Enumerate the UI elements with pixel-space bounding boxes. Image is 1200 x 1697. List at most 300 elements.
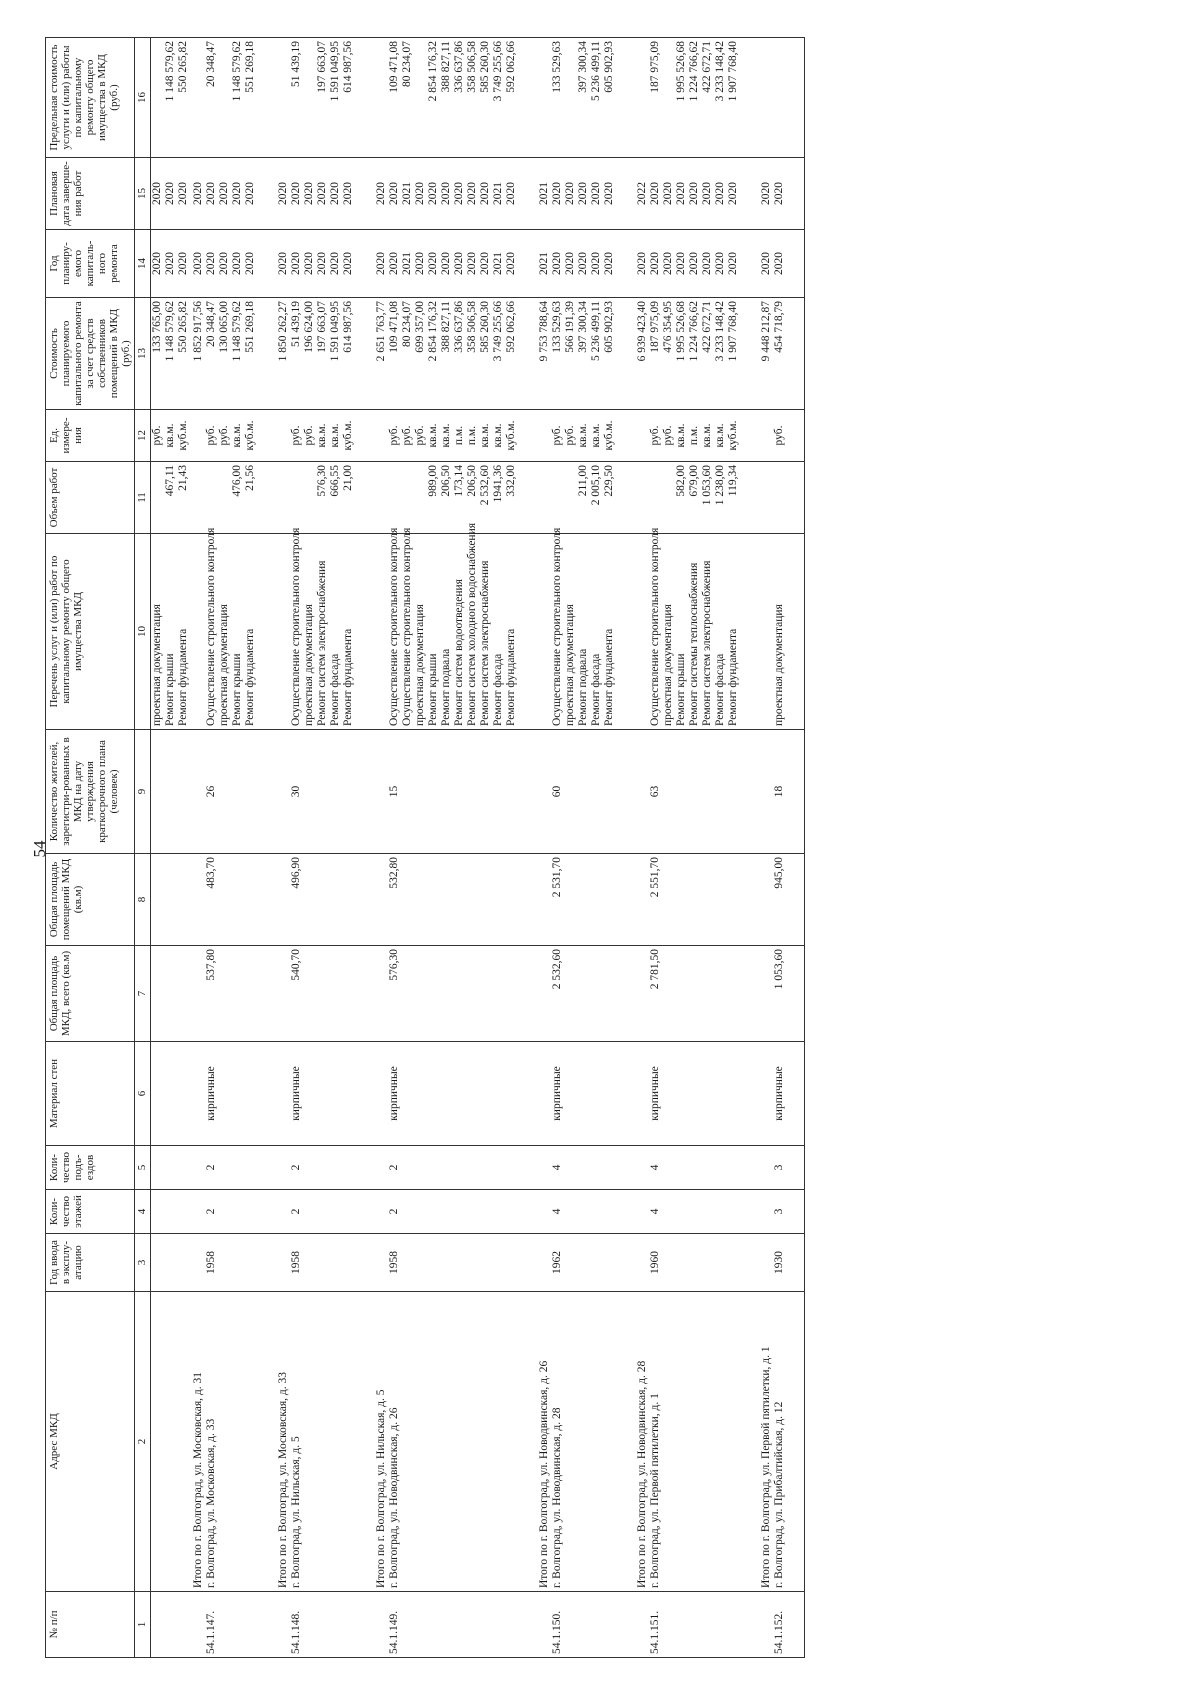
- work-limit-cost: [303, 38, 316, 158]
- table-row: [714, 38, 727, 1658]
- resident-count: 26: [205, 730, 218, 854]
- empty-cell: [177, 730, 190, 854]
- table-row: [205, 38, 218, 1658]
- year-built: 1958: [290, 1234, 303, 1292]
- empty-cell: [634, 854, 649, 946]
- empty-cell: [329, 730, 342, 854]
- work-year: 2020: [773, 230, 805, 298]
- empty-cell: [218, 1190, 231, 1234]
- work-name: Ремонт фасада: [492, 534, 505, 730]
- column-header: Общая площадь помещений МКД (кв.м): [46, 854, 135, 946]
- empty-cell: [303, 1190, 316, 1234]
- empty-cell: [373, 1146, 388, 1190]
- row-number: 54.1.147.: [205, 1592, 218, 1658]
- empty-cell: [231, 1190, 244, 1234]
- empty-cell: [603, 1190, 634, 1234]
- house-group: [275, 38, 373, 1658]
- work-unit: кв.м.: [316, 410, 329, 462]
- empty-cell: [303, 1292, 316, 1592]
- empty-cell: [590, 1292, 603, 1592]
- work-cost: 422 672,71: [701, 298, 714, 410]
- empty-cell: [634, 730, 649, 854]
- empty-cell: [275, 1042, 290, 1146]
- empty-cell: [564, 1292, 577, 1592]
- column-header: Коли-чество этажей: [46, 1190, 135, 1234]
- empty-cell: [164, 1146, 177, 1190]
- work-limit-cost: [218, 38, 231, 158]
- empty-cell: [590, 730, 603, 854]
- work-end-date: 2020: [466, 158, 479, 230]
- work-cost: 187 975,09: [649, 298, 662, 410]
- empty-cell: [440, 1042, 453, 1146]
- work-limit-cost: [662, 38, 675, 158]
- empty-cell: [634, 534, 649, 730]
- work-end-date: 2020: [164, 158, 177, 230]
- work-volume: 476,00: [231, 462, 244, 534]
- work-limit-cost: 51 439,19: [290, 38, 303, 158]
- wall-material: кирпичные: [551, 1042, 564, 1146]
- work-limit-cost: 1 224 766,62: [688, 38, 701, 158]
- work-volume: 2 532,60: [479, 462, 492, 534]
- empty-cell: [414, 1146, 427, 1190]
- empty-cell: [505, 854, 536, 946]
- work-volume: 229,50: [603, 462, 634, 534]
- empty-cell: [401, 946, 414, 1042]
- empty-cell: [675, 946, 688, 1042]
- empty-cell: [564, 1234, 577, 1292]
- work-limit-cost: 109 471,08: [388, 38, 401, 158]
- total-row: [275, 38, 290, 1658]
- work-volume: [151, 462, 165, 534]
- rooms-area: 945,00: [773, 854, 805, 946]
- column-header: Год ввода в эксплу-атацию: [46, 1234, 135, 1292]
- empty-cell: [758, 854, 773, 946]
- work-unit: п.м.: [688, 410, 701, 462]
- empty-cell: [244, 1042, 275, 1146]
- work-name: Осуществление строительного контроля: [551, 534, 564, 730]
- work-cost: 130 065,00: [218, 298, 231, 410]
- empty-cell: [453, 1592, 466, 1658]
- empty-cell: [303, 946, 316, 1042]
- work-volume: 206,50: [466, 462, 479, 534]
- empty-cell: [492, 854, 505, 946]
- work-name: Ремонт фундамента: [244, 534, 275, 730]
- work-limit-cost: 614 987,56: [342, 38, 373, 158]
- work-year: 2021: [492, 230, 505, 298]
- empty-cell: [536, 38, 551, 158]
- table-row: [388, 38, 401, 1658]
- entrance-count: 2: [388, 1146, 401, 1190]
- resident-count: 18: [773, 730, 805, 854]
- work-year: 2020: [662, 230, 675, 298]
- empty-cell: [440, 1234, 453, 1292]
- work-volume: 173,14: [453, 462, 466, 534]
- work-end-date: 2020: [564, 158, 577, 230]
- empty-cell: [275, 946, 290, 1042]
- work-name: Ремонт систем холодного водоснабжения: [466, 534, 479, 730]
- empty-cell: [373, 730, 388, 854]
- work-limit-cost: [564, 38, 577, 158]
- work-volume: [388, 462, 401, 534]
- empty-cell: [714, 1146, 727, 1190]
- work-volume: [205, 462, 218, 534]
- work-volume: [551, 462, 564, 534]
- empty-cell: [427, 1292, 440, 1592]
- work-volume: 1 238,00: [714, 462, 727, 534]
- total-end-date: 2020: [275, 158, 290, 230]
- work-year: 2020: [675, 230, 688, 298]
- empty-cell: [714, 1190, 727, 1234]
- work-name: Ремонт систем электроснабжения: [479, 534, 492, 730]
- work-limit-cost: 422 672,71: [701, 38, 714, 158]
- work-end-date: 2020: [440, 158, 453, 230]
- work-unit: руб.: [218, 410, 231, 462]
- empty-cell: [492, 1292, 505, 1592]
- work-limit-cost: 1 591 049,95: [329, 38, 342, 158]
- empty-cell: [303, 1042, 316, 1146]
- table-row: [551, 38, 564, 1658]
- empty-cell: [492, 1146, 505, 1190]
- empty-cell: [536, 1042, 551, 1146]
- column-header: Адрес МКД: [46, 1292, 135, 1592]
- empty-cell: [342, 1292, 373, 1592]
- empty-cell: [727, 1592, 758, 1658]
- empty-cell: [688, 1592, 701, 1658]
- empty-cell: [427, 946, 440, 1042]
- empty-cell: [727, 730, 758, 854]
- empty-cell: [466, 946, 479, 1042]
- work-end-date: 2020: [218, 158, 231, 230]
- table-row: [177, 38, 190, 1658]
- empty-cell: [466, 1042, 479, 1146]
- work-cost: 51 439,19: [290, 298, 303, 410]
- empty-cell: [758, 1234, 773, 1292]
- work-volume: [401, 462, 414, 534]
- work-volume: 582,00: [675, 462, 688, 534]
- empty-cell: [151, 730, 165, 854]
- empty-cell: [316, 854, 329, 946]
- work-year: 2020: [316, 230, 329, 298]
- work-volume: 21,56: [244, 462, 275, 534]
- empty-cell: [564, 1190, 577, 1234]
- work-unit: руб.: [401, 410, 414, 462]
- work-limit-cost: 2 854 176,32: [427, 38, 440, 158]
- empty-cell: [758, 1592, 773, 1658]
- work-unit: руб.: [303, 410, 316, 462]
- work-name: проектная документация: [564, 534, 577, 730]
- work-unit: куб.м.: [603, 410, 634, 462]
- work-volume: [218, 462, 231, 534]
- work-volume: 332,00: [505, 462, 536, 534]
- empty-cell: [414, 730, 427, 854]
- floor-count: 3: [773, 1190, 805, 1234]
- empty-cell: [577, 946, 590, 1042]
- work-cost: 358 506,58: [466, 298, 479, 410]
- empty-cell: [675, 1042, 688, 1146]
- empty-cell: [342, 1592, 373, 1658]
- empty-cell: [727, 854, 758, 946]
- empty-cell: [316, 1042, 329, 1146]
- work-volume: 679,00: [688, 462, 701, 534]
- work-volume: [290, 462, 303, 534]
- work-end-date: 2020: [551, 158, 564, 230]
- empty-cell: [727, 1292, 758, 1592]
- work-end-date: 2020: [662, 158, 675, 230]
- work-name: Ремонт подвала: [577, 534, 590, 730]
- empty-cell: [688, 946, 701, 1042]
- column-number: 6: [135, 1042, 151, 1146]
- column-number: 15: [135, 158, 151, 230]
- empty-cell: [275, 410, 290, 462]
- empty-cell: [727, 1146, 758, 1190]
- work-limit-cost: 3 749 255,66: [492, 38, 505, 158]
- work-cost: 397 300,34: [577, 298, 590, 410]
- row-number: 54.1.148.: [290, 1592, 303, 1658]
- column-number: 16: [135, 38, 151, 158]
- total-cost: 1 852 917,56: [190, 298, 205, 410]
- empty-cell: [662, 1190, 675, 1234]
- work-unit: руб.: [290, 410, 303, 462]
- work-limit-cost: 397 300,34: [577, 38, 590, 158]
- work-unit: руб.: [414, 410, 427, 462]
- work-end-date: 2020: [727, 158, 758, 230]
- empty-cell: [603, 1042, 634, 1146]
- empty-cell: [662, 854, 675, 946]
- resident-count: 60: [551, 730, 564, 854]
- work-cost: 1 995 526,68: [675, 298, 688, 410]
- work-volume: 1 053,60: [701, 462, 714, 534]
- empty-cell: [440, 1292, 453, 1592]
- wall-material: кирпичные: [290, 1042, 303, 1146]
- work-cost: 585 260,30: [479, 298, 492, 410]
- empty-cell: [662, 1234, 675, 1292]
- work-limit-cost: [414, 38, 427, 158]
- empty-cell: [244, 946, 275, 1042]
- work-cost: 3 233 148,42: [714, 298, 727, 410]
- empty-cell: [231, 946, 244, 1042]
- empty-cell: [414, 1292, 427, 1592]
- empty-cell: [577, 1292, 590, 1592]
- work-limit-cost: 1 995 526,68: [675, 38, 688, 158]
- work-name: Осуществление строительного контроля: [649, 534, 662, 730]
- empty-cell: [218, 730, 231, 854]
- work-end-date: 2020: [303, 158, 316, 230]
- column-number: 8: [135, 854, 151, 946]
- empty-cell: [440, 1592, 453, 1658]
- empty-cell: [414, 854, 427, 946]
- work-end-date: 2021: [401, 158, 414, 230]
- empty-cell: [275, 1234, 290, 1292]
- work-end-date: 2020: [151, 158, 165, 230]
- header-row: [46, 38, 135, 1658]
- total-row: [536, 38, 551, 1658]
- empty-cell: [244, 1592, 275, 1658]
- total-year: 2020: [373, 230, 388, 298]
- work-cost: 699 357,00: [414, 298, 427, 410]
- empty-cell: [275, 1190, 290, 1234]
- work-name: Ремонт крыши: [427, 534, 440, 730]
- empty-cell: [177, 1042, 190, 1146]
- empty-cell: [453, 730, 466, 854]
- work-volume: 467,11: [164, 462, 177, 534]
- work-year: 2020: [577, 230, 590, 298]
- empty-cell: [675, 730, 688, 854]
- empty-cell: [479, 946, 492, 1042]
- total-cost: 9 753 788,64: [536, 298, 551, 410]
- table-row: [590, 38, 603, 1658]
- empty-cell: [151, 1234, 165, 1292]
- empty-cell: [590, 1234, 603, 1292]
- empty-cell: [440, 730, 453, 854]
- work-unit: кв.м.: [714, 410, 727, 462]
- empty-cell: [453, 1234, 466, 1292]
- empty-cell: [303, 1592, 316, 1658]
- column-header: Год планиру-емого капиталь-ного ремонта: [46, 230, 135, 298]
- work-cost: 133 529,63: [551, 298, 564, 410]
- total-label: Итого по г. Волгоград, ул. Первой пятилетки, д. 1: [758, 1292, 773, 1592]
- empty-cell: [231, 730, 244, 854]
- work-name: Ремонт систем электроснабжения: [316, 534, 329, 730]
- empty-cell: [329, 1190, 342, 1234]
- capital-repair-table: [45, 37, 805, 1658]
- empty-cell: [177, 1592, 190, 1658]
- table-row: [577, 38, 590, 1658]
- empty-cell: [453, 946, 466, 1042]
- table-row: [773, 38, 805, 1658]
- empty-cell: [316, 1592, 329, 1658]
- empty-cell: [701, 1146, 714, 1190]
- work-name: Ремонт фундамента: [505, 534, 536, 730]
- floor-count: 2: [290, 1190, 303, 1234]
- work-year: 2020: [453, 230, 466, 298]
- total-cost: 1 850 262,27: [275, 298, 290, 410]
- work-end-date: 2020: [577, 158, 590, 230]
- work-limit-cost: 133 529,63: [551, 38, 564, 158]
- work-volume: 21,43: [177, 462, 190, 534]
- work-name: Ремонт фундамента: [727, 534, 758, 730]
- column-number: 13: [135, 298, 151, 410]
- work-name: Ремонт фасада: [714, 534, 727, 730]
- empty-cell: [427, 854, 440, 946]
- work-year: 2020: [688, 230, 701, 298]
- empty-cell: [177, 1234, 190, 1292]
- total-row: [190, 38, 205, 1658]
- work-unit: руб.: [205, 410, 218, 462]
- work-cost: 592 062,66: [505, 298, 536, 410]
- house-address: г. Волгоград, ул. Нильская, д. 5: [290, 1292, 303, 1592]
- empty-cell: [479, 1190, 492, 1234]
- empty-cell: [688, 1146, 701, 1190]
- empty-cell: [329, 1234, 342, 1292]
- empty-cell: [218, 946, 231, 1042]
- empty-cell: [151, 1042, 165, 1146]
- work-limit-cost: [151, 38, 165, 158]
- work-year: 2020: [649, 230, 662, 298]
- empty-cell: [701, 1234, 714, 1292]
- work-year: 2020: [590, 230, 603, 298]
- work-year: 2020: [505, 230, 536, 298]
- empty-cell: [505, 1146, 536, 1190]
- table-row: [231, 38, 244, 1658]
- empty-cell: [492, 1190, 505, 1234]
- empty-cell: [536, 410, 551, 462]
- work-year: 2020: [329, 230, 342, 298]
- empty-cell: [758, 946, 773, 1042]
- column-header: Предельная стоимость услуги и (или) работы по капитальному ремонту общего имущества в МКД (руб.): [46, 38, 135, 158]
- work-year: 2020: [727, 230, 758, 298]
- column-header: Коли-чество подъ-ездов: [46, 1146, 135, 1190]
- rooms-area: 483,70: [205, 854, 218, 946]
- empty-cell: [688, 1234, 701, 1292]
- empty-cell: [758, 462, 773, 534]
- work-volume: 206,50: [440, 462, 453, 534]
- column-number: 1: [135, 1592, 151, 1658]
- empty-cell: [342, 854, 373, 946]
- work-cost: 476 354,95: [662, 298, 675, 410]
- year-built: 1958: [388, 1234, 401, 1292]
- table-row: [701, 38, 714, 1658]
- table-row: [290, 38, 303, 1658]
- work-cost: 1 148 579,62: [164, 298, 177, 410]
- work-end-date: 2020: [688, 158, 701, 230]
- empty-cell: [342, 1042, 373, 1146]
- empty-cell: [675, 1234, 688, 1292]
- empty-cell: [536, 1234, 551, 1292]
- empty-cell: [427, 1190, 440, 1234]
- work-unit: руб.: [662, 410, 675, 462]
- work-unit: куб.м.: [505, 410, 536, 462]
- work-limit-cost: 80 234,07: [401, 38, 414, 158]
- column-header: Материал стен: [46, 1042, 135, 1146]
- empty-cell: [758, 730, 773, 854]
- empty-cell: [758, 38, 773, 158]
- work-cost: 20 348,47: [205, 298, 218, 410]
- empty-cell: [244, 1292, 275, 1592]
- work-unit: куб.м.: [177, 410, 190, 462]
- empty-cell: [373, 946, 388, 1042]
- empty-cell: [316, 1234, 329, 1292]
- work-year: 2020: [427, 230, 440, 298]
- total-area: 537,80: [205, 946, 218, 1042]
- work-cost: 388 827,11: [440, 298, 453, 410]
- work-year: 2020: [603, 230, 634, 298]
- empty-cell: [373, 462, 388, 534]
- work-end-date: 2020: [388, 158, 401, 230]
- empty-cell: [177, 946, 190, 1042]
- work-end-date: 2020: [316, 158, 329, 230]
- work-name: Ремонт фасада: [590, 534, 603, 730]
- year-built: 1962: [551, 1234, 564, 1292]
- work-name: Ремонт фасада: [329, 534, 342, 730]
- empty-cell: [758, 1190, 773, 1234]
- total-year: 2020: [758, 230, 773, 298]
- work-end-date: 2020: [649, 158, 662, 230]
- work-year: 2020: [564, 230, 577, 298]
- empty-cell: [727, 1042, 758, 1146]
- empty-cell: [427, 1234, 440, 1292]
- empty-cell: [701, 946, 714, 1042]
- work-cost: 454 718,79: [773, 298, 805, 410]
- empty-cell: [303, 1234, 316, 1292]
- empty-cell: [466, 1292, 479, 1592]
- empty-cell: [701, 730, 714, 854]
- total-area: 2 781,50: [649, 946, 662, 1042]
- total-year: 2020: [634, 230, 649, 298]
- empty-cell: [414, 1592, 427, 1658]
- empty-cell: [164, 1592, 177, 1658]
- empty-cell: [218, 1592, 231, 1658]
- work-unit: кв.м.: [590, 410, 603, 462]
